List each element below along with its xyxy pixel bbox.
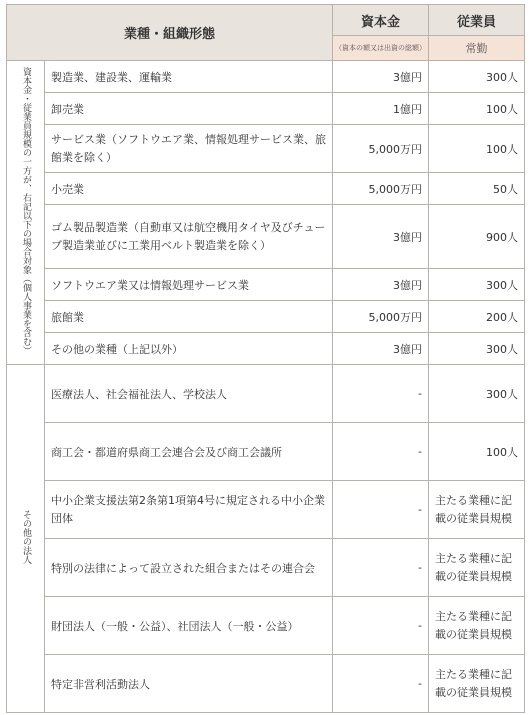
table-row-industry: 特定非営利活動法人 (45, 655, 333, 713)
table-row-industry: 旅館業 (45, 301, 333, 333)
header-employees: 従業員 (429, 5, 525, 36)
table-row-industry: 小売業 (45, 173, 333, 205)
header-capital: 資本金 (333, 5, 429, 36)
group-label-other-text: その他の法人 (21, 510, 31, 564)
table-row-industry: ゴム製品製造業（自動車又は航空機用タイヤ及びチューブ製造業並びに工業用ベルト製造業を除く） (45, 205, 333, 269)
table-row-employees: 100人 (429, 125, 525, 173)
table-row-industry: 財団法人（一般・公益）、社団法人（一般・公益） (45, 597, 333, 655)
table-row-employees: 200人 (429, 301, 525, 333)
table-row-industry: ソフトウエア業又は情報処理サービス業 (45, 269, 333, 301)
table-row-industry: 商工会・都道府県商工会連合会及び商工会議所 (45, 423, 333, 481)
table-row-employees: 100人 (429, 423, 525, 481)
table-row-capital: - (333, 655, 429, 713)
table-row-industry: 卸売業 (45, 93, 333, 125)
table-row-capital: - (333, 481, 429, 539)
table-row-employees: 100人 (429, 93, 525, 125)
table-row-employees: 300人 (429, 61, 525, 93)
table-row-employees: 300人 (429, 333, 525, 365)
table-row-employees: 300人 (429, 365, 525, 423)
table-row-employees: 主たる業種に記載の従業員規模 (429, 655, 525, 713)
table-row-capital: 1億円 (333, 93, 429, 125)
sme-criteria-table (6, 4, 525, 713)
group-label-sme-text: 資本金・従業員規模の一方が、右記以下の場合対象（個人事業を含む） (21, 67, 31, 355)
table-row-industry: その他の業種（上記以外） (45, 333, 333, 365)
table-row-employees: 900人 (429, 205, 525, 269)
table-row-industry: 医療法人、社会福祉法人、学校法人 (45, 365, 333, 423)
table-row-capital: 3億円 (333, 269, 429, 301)
group-label-sme (7, 61, 45, 365)
table-row-industry: 製造業、建設業、運輸業 (45, 61, 333, 93)
table-row-capital: - (333, 365, 429, 423)
table-row-employees: 主たる業種に記載の従業員規模 (429, 481, 525, 539)
table-row-capital: - (333, 423, 429, 481)
table-row-industry: サービス業（ソフトウエア業、情報処理サービス業、旅館業を除く） (45, 125, 333, 173)
group-label-other (7, 365, 45, 713)
table-row-capital: 3億円 (333, 205, 429, 269)
table-row-employees: 300人 (429, 269, 525, 301)
table-row-employees: 主たる業種に記載の従業員規模 (429, 597, 525, 655)
table-row-capital: 5,000万円 (333, 125, 429, 173)
table-row-employees: 主たる業種に記載の従業員規模 (429, 539, 525, 597)
table-row-capital: 5,000万円 (333, 301, 429, 333)
header-capital-note: （資本の額又は出資の総額） (333, 36, 429, 61)
table-row-employees: 50人 (429, 173, 525, 205)
table-row-industry: 特別の法律によって設立された組合またはその連合会 (45, 539, 333, 597)
table-row-industry: 中小企業支援法第2条第1項第4号に規定される中小企業団体 (45, 481, 333, 539)
header-employees-note: 常勤 (429, 36, 525, 61)
table-row-capital: 5,000万円 (333, 173, 429, 205)
table-row-capital: - (333, 539, 429, 597)
table-row-capital: - (333, 597, 429, 655)
table-row-capital: 3億円 (333, 61, 429, 93)
header-industry: 業種・組織形態 (7, 5, 333, 61)
table-row-capital: 3億円 (333, 333, 429, 365)
